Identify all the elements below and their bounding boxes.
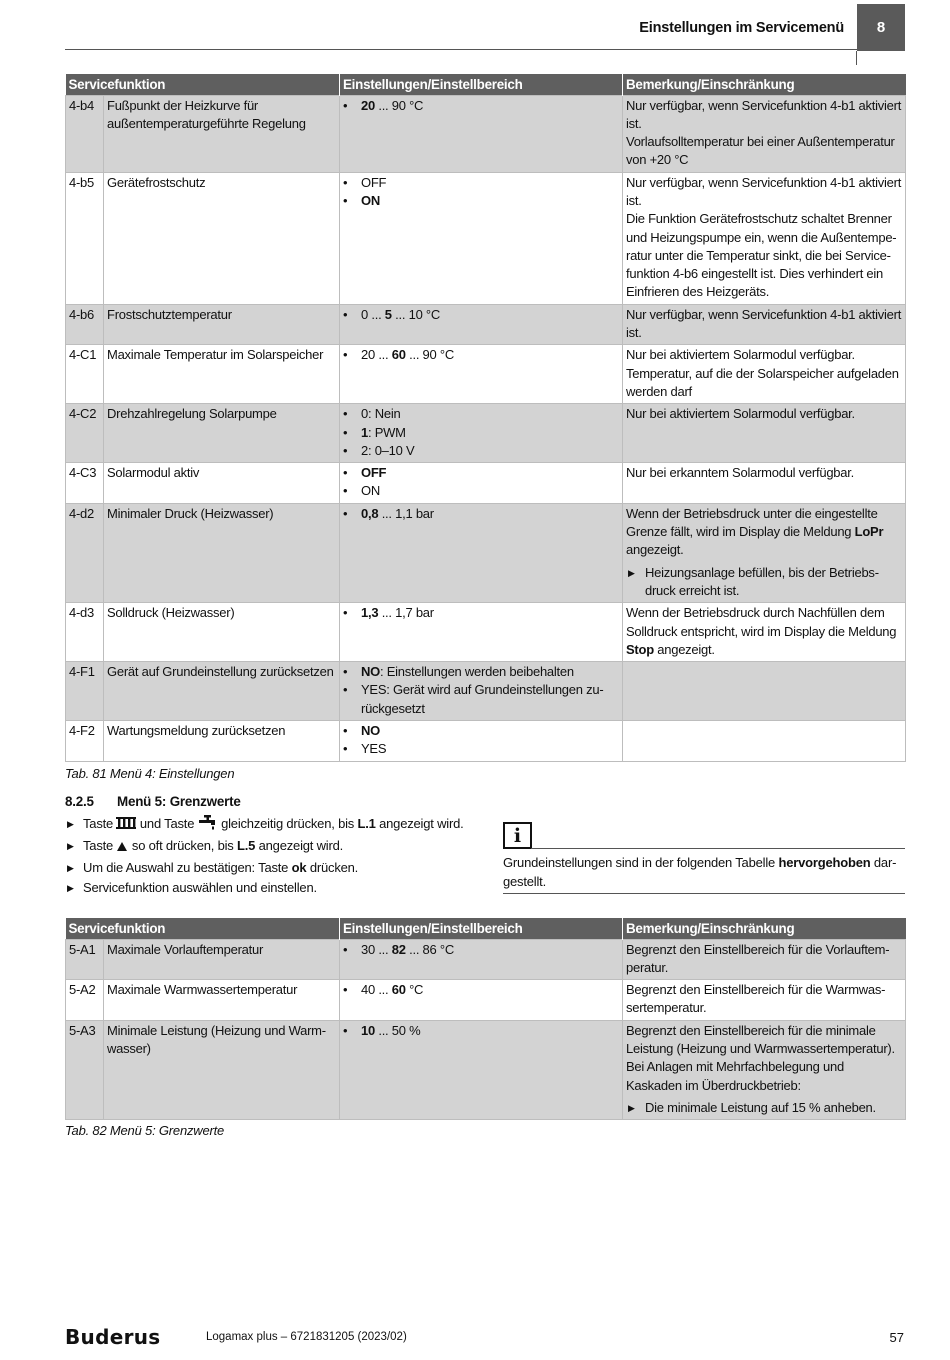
remark-line: Temperatur, auf die der Solarspeicher aufgeladen werden darf (626, 365, 899, 399)
section-title: Menü 5: Grenzwerte (117, 794, 241, 809)
setting-option: • 30 ... 82 ... 86 °C (343, 941, 619, 959)
setting-range (340, 980, 623, 1021)
remark (623, 345, 906, 404)
remark-line: Nur verfügbar, wenn Servicefunktion 4-b1 aktiviert ist. (626, 97, 902, 131)
function-code: 4-d3 (66, 603, 104, 662)
setting-option: • OFF (343, 464, 619, 482)
setting-range (340, 95, 623, 172)
setting-range (340, 345, 623, 404)
table-row (66, 304, 906, 345)
setting-range (340, 172, 623, 304)
tap-icon (198, 815, 218, 836)
remark (623, 662, 906, 721)
table-row (66, 662, 906, 721)
function-name: Maximale Warmwassertemperatur (104, 980, 340, 1021)
remark (623, 721, 906, 762)
setting-option: • NO: Einstellungen werden beibehalten (343, 663, 619, 681)
chapter-number-badge: 8 (857, 4, 905, 51)
table-row (66, 603, 906, 662)
setting-option: • ON (343, 482, 619, 500)
table-row (66, 172, 906, 304)
table-caption-81: Tab. 81 Menü 4: Einstellungen (65, 766, 235, 781)
setting-option: • YES: Gerät wird auf Grundeinstellungen zurückgesetzt (343, 681, 619, 718)
setting-range (340, 1020, 623, 1119)
function-code: 4-F2 (66, 721, 104, 762)
instruction-step: ▶ Taste so oft drücken, bis L.5 angezeigt wird. (65, 836, 495, 858)
remark-line: Nur bei erkanntem Solarmodul verfügbar. (626, 465, 854, 481)
table-row (66, 1020, 906, 1119)
setting-range (340, 662, 623, 721)
header-tick (856, 51, 857, 65)
remark (623, 939, 906, 980)
remark-line: Nur bei aktiviertem Solarmodul verfügbar. (626, 406, 855, 422)
setting-option: • YES (343, 740, 619, 758)
remark (623, 463, 906, 504)
table-menu-4-settings (65, 74, 906, 762)
info-rule-top (531, 848, 905, 849)
setting-option: • NO (343, 722, 619, 740)
instruction-step: ▶ Um die Auswahl zu bestätigen: Taste ok drücken. (65, 858, 495, 878)
setting-options (343, 464, 619, 501)
table-row (66, 721, 906, 762)
instruction-steps (65, 814, 495, 898)
setting-option: • 1: PWM (343, 424, 619, 442)
instruction-step: ▶ Servicefunktion auswählen und einstellen. (65, 878, 495, 898)
table-row (66, 404, 906, 463)
function-name: Wartungsmeldung zurücksetzen (104, 721, 340, 762)
setting-options (343, 346, 619, 364)
setting-range (340, 721, 623, 762)
remark (623, 172, 906, 304)
remark (623, 404, 906, 463)
function-name: Solarmodul aktiv (104, 463, 340, 504)
function-name: Drehzahlregelung Solarpumpe (104, 404, 340, 463)
remark (623, 1020, 906, 1119)
function-code: 4-F1 (66, 662, 104, 721)
function-code: 4-b6 (66, 304, 104, 345)
setting-option: • 0 ... 5 ... 10 °C (343, 306, 619, 324)
setting-options (343, 722, 619, 759)
table-menu-5-limits (65, 918, 906, 1120)
remark-line: Wenn der Betriebsdruck unter die eingestellte Grenze fällt, wird im Display die Meldung LoPr angezeigt. (626, 505, 884, 558)
instruction-step: ▶ Taste und Taste gleichzeitig drücken, bis L.1 angezeigt wird. (65, 814, 495, 836)
remark-line: Die Funktion Gerätefrostschutz schaltet Brenner und Heizungspumpe ein, wenn die Außentemperatur unter die Temperatur sinkt, die bei Servicefunktion 4-b6 eingestellt ist. Dies verhindert ein Einfrieren des Heizgeräts. (626, 211, 897, 300)
table-row (66, 939, 906, 980)
remark (623, 603, 906, 662)
table-header-row (66, 74, 906, 95)
chapter-title: Einstellungen im Servicemenü (639, 20, 844, 36)
setting-option: • 0,8 ... 1,1 bar (343, 505, 619, 523)
setting-options (343, 97, 619, 115)
col-header-settings: Einstellungen/Einstellbereich (340, 74, 623, 95)
function-code: 4-d2 (66, 503, 104, 602)
function-code: 5-A1 (66, 939, 104, 980)
setting-option: • 0: Nein (343, 405, 619, 423)
col-header-settings: Einstellungen/Einstellbereich (340, 918, 623, 939)
remark-line: Vorlaufsolltemperatur bei einer Außentemperatur von +20 °C (626, 134, 895, 168)
table-header-row (66, 918, 906, 939)
remark-line: Nur verfügbar, wenn Servicefunktion 4-b1 aktiviert ist. (626, 306, 902, 341)
arrow-up-icon (116, 838, 128, 858)
remark-action: ▶ Die minimale Leistung auf 15 % anheben. (626, 1099, 902, 1117)
setting-options (343, 174, 619, 211)
setting-option: • 20 ... 60 ... 90 °C (343, 346, 619, 364)
remark-line: Begrenzt den Einstellbereich für die minimale Leistung (Heizung und Warmwassertemperatur). Bei Anlagen mit Mehrfachbelegung und Kaskaden im Überdruckbetrieb: (626, 1022, 895, 1093)
remark (623, 980, 906, 1021)
function-name: Gerätefrostschutz (104, 172, 340, 304)
setting-option: • ON (343, 192, 619, 210)
remark-line: Begrenzt den Einstellbereich für die Vorlauftemperatur. (626, 941, 890, 975)
function-code: 4-C1 (66, 345, 104, 404)
setting-range (340, 404, 623, 463)
table-row (66, 345, 906, 404)
function-code: 4-C2 (66, 404, 104, 463)
page-number: 57 (889, 1330, 904, 1345)
setting-options (343, 663, 619, 718)
setting-range (340, 603, 623, 662)
setting-option: • 40 ... 60 °C (343, 981, 619, 999)
document-reference: Logamax plus – 6721831205 (2023/02) (206, 1331, 407, 1343)
table-row (66, 980, 906, 1021)
remark (623, 95, 906, 172)
setting-options (343, 306, 619, 324)
function-code: 4-b4 (66, 95, 104, 172)
setting-option: • 20 ... 90 °C (343, 97, 619, 115)
remark-line: Begrenzt den Einstellbereich für die Warmwassertemperatur. (626, 982, 886, 1016)
setting-options (343, 1022, 619, 1040)
setting-options (343, 505, 619, 523)
function-code: 5-A2 (66, 980, 104, 1021)
setting-option: • 10 ... 50 % (343, 1022, 619, 1040)
col-header-remarks: Bemerkung/Einschränkung (623, 74, 906, 95)
info-note: Grundeinstellungen sind in der folgenden Tabelle hervorgehoben dargestellt. (503, 855, 897, 889)
section-number: 8.2.5 (65, 794, 94, 809)
function-name: Frostschutztemperatur (104, 304, 340, 345)
table-row (66, 503, 906, 602)
setting-range (340, 939, 623, 980)
function-name: Maximale Vorlauftemperatur (104, 939, 340, 980)
function-name: Solldruck (Heizwasser) (104, 603, 340, 662)
col-header-function: Servicefunktion (66, 918, 340, 939)
function-code: 4-b5 (66, 172, 104, 304)
col-header-function: Servicefunktion (66, 74, 340, 95)
table-row (66, 95, 906, 172)
col-header-remarks: Bemerkung/Einschränkung (623, 918, 906, 939)
info-icon: i (503, 822, 532, 849)
remark-line: Nur verfügbar, wenn Servicefunktion 4-b1 aktiviert ist. (626, 174, 902, 208)
function-name: Minimaler Druck (Heizwasser) (104, 503, 340, 602)
remark (623, 503, 906, 602)
setting-options (343, 405, 619, 460)
function-name: Fußpunkt der Heizkurve für außentemperaturgeführte Regelung (104, 95, 340, 172)
radiator-icon (116, 816, 136, 836)
table-caption-82: Tab. 82 Menü 5: Grenzwerte (65, 1123, 225, 1138)
setting-option: • OFF (343, 174, 619, 192)
remark-line: Nur bei aktiviertem Solarmodul verfügbar. (626, 347, 855, 363)
function-name: Maximale Temperatur im Solarspeicher (104, 345, 340, 404)
function-name: Gerät auf Grundeinstellung zurücksetzen (104, 662, 340, 721)
setting-range (340, 304, 623, 345)
buderus-logo: Buderus (65, 1325, 161, 1349)
header-rule (65, 49, 857, 50)
remark-line: Wenn der Betriebsdruck durch Nachfüllen dem Solldruck entspricht, wird im Display die Meldung Stop angezeigt. (626, 605, 897, 657)
remark-action: ▶ Heizungsanlage befüllen, bis der Betriebsdruck erreicht ist. (626, 564, 902, 601)
function-name: Minimale Leistung (Heizung und Warmwasser) (104, 1020, 340, 1119)
section-heading (65, 794, 241, 809)
function-code: 5-A3 (66, 1020, 104, 1119)
setting-option: • 2: 0–10 V (343, 442, 619, 460)
remark (623, 304, 906, 345)
setting-options (343, 981, 619, 999)
setting-range (340, 463, 623, 504)
setting-options (343, 604, 619, 622)
function-code: 4-C3 (66, 463, 104, 504)
setting-range (340, 503, 623, 602)
setting-options (343, 941, 619, 959)
table-row (66, 463, 906, 504)
setting-option: • 1,3 ... 1,7 bar (343, 604, 619, 622)
info-rule-bottom (503, 893, 905, 894)
